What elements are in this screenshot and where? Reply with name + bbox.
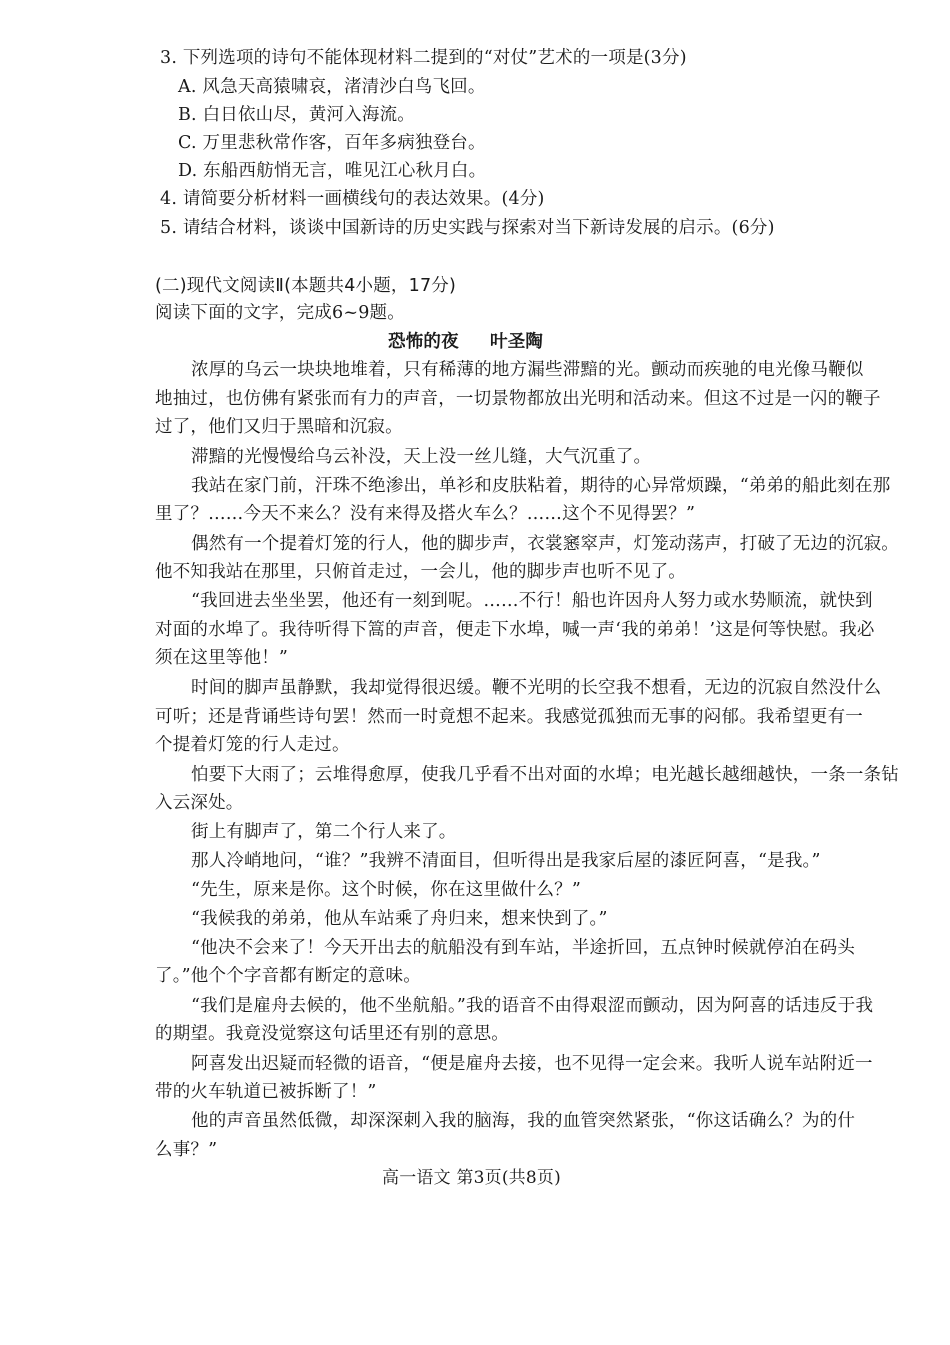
article-author: 叶圣陶 [490,332,544,352]
article-line: 个提着灯笼的行人走过。 [155,735,350,755]
article-line: 偶然有一个提着灯笼的行人，他的脚步声，衣裳窸窣声，灯笼动荡声，打破了无边的沉寂。 [191,534,899,554]
article-line: “我候我的弟弟，他从车站乘了舟归来，想来快到了。” [191,909,608,929]
article-line: 里了？……今天不来么？没有来得及搭火车么？……这个不见得罢？” [155,504,696,524]
section-heading: (二)现代文阅读Ⅱ(本题共4小题，17分) [155,276,457,296]
article-line: 他的声音虽然低微，却深深刺入我的脑海，我的血管突然紧张，“你这话确么？为的什 [191,1111,856,1131]
article-line: 么事？” [155,1140,218,1160]
q3-option-c: C. 万里悲秋常作客，百年多病独登台。 [178,133,486,153]
page-footer: 高一语文 第3页(共8页) [382,1168,561,1188]
q3-option-d: D. 东船西舫悄无言，唯见江心秋月白。 [178,161,487,181]
article-line: 的期望。我竟没觉察这句话里还有别的意思。 [155,1024,509,1044]
article-line: 须在这里等他！” [155,648,289,668]
q3-option-b: B. 白日依山尽，黄河入海流。 [178,105,415,125]
article-line: “他决不会来了！今天开出去的航船没有到车站，半途折回，五点钟时候就停泊在码头 [191,938,856,958]
question-3: 3. 下列选项的诗句不能体现材料二提到的“对仗”艺术的一项是(3分) [160,48,687,68]
article-line: “我们是雇舟去候的，他不坐航船。”我的语音不由得艰涩而颤动，因为阿喜的话违反于我 [191,996,874,1016]
article-line: 地抽过，也仿佛有紧张而有力的声音，一切景物都放出光明和活动来。但这不过是一闪的鞭子 [155,389,881,409]
article-line: 他不知我站在那里，只俯首走过，一会儿，他的脚步声也听不见了。 [155,562,686,582]
article-line: 我站在家门前，汗珠不绝渗出，单衫和皮肤粘着，期待的心异常烦躁，“弟弟的船此刻在那 [191,476,891,496]
article-line: 浓厚的乌云一块块地堆着，只有稀薄的地方漏些滞黯的光。颤动而疾驰的电光像马鞭似 [191,360,864,380]
q3-option-a: A. 风急天高猿啸哀，渚清沙白鸟飞回。 [178,77,486,97]
article-line: 过了，他们又归于黑暗和沉寂。 [155,417,403,437]
article-line: 滞黯的光慢慢给乌云补没，天上没一丝儿缝，大气沉重了。 [191,447,652,467]
article-line: 怕要下大雨了；云堆得愈厚，使我几乎看不出对面的水埠；电光越长越细越快，一条一条钻 [191,765,899,785]
article-line: “我回进去坐坐罢，他还有一刻到呢。……不行！船也许因舟人努力或水势顺流，就快到 [191,591,873,611]
article-line: 阿喜发出迟疑而轻微的语音，“便是雇舟去接，也不见得一定会来。我听人说车站附近一 [191,1054,873,1074]
article-line: 那人冷峭地问，“谁？”我辨不清面目，但听得出是我家后屋的漆匠阿喜，“是我。” [191,851,821,871]
article-line: 对面的水埠了。我待听得下篙的声音，便走下水埠，喊一声‘我的弟弟！’这是何等快慰。我必 [155,620,875,640]
article-line: 街上有脚声了，第二个行人来了。 [191,822,457,842]
article-title: 恐怖的夜 [388,332,459,352]
section-instruction: 阅读下面的文字，完成6~9题。 [155,303,405,323]
question-5: 5. 请结合材料，谈谈中国新诗的历史实践与探索对当下新诗发展的启示。(6分) [160,218,775,238]
article-line: 入云深处。 [155,793,244,813]
article-line: 可听；还是背诵些诗句罢！然而一时竟想不起来。我感觉孤独而无事的闷郁。我希望更有一 [155,707,863,727]
article-line: “先生，原来是你。这个时候，你在这里做什么？” [191,880,581,900]
question-4: 4. 请简要分析材料一画横线句的表达效果。(4分) [160,189,545,209]
article-line: 时间的脚声虽静默，我却觉得很迟缓。鞭不光明的长空我不想看，无边的沉寂自然没什么 [191,678,882,698]
article-line: 带的火车轨道已被拆断了！” [155,1082,377,1102]
article-line: 了。”他个个字音都有断定的意味。 [155,966,421,986]
